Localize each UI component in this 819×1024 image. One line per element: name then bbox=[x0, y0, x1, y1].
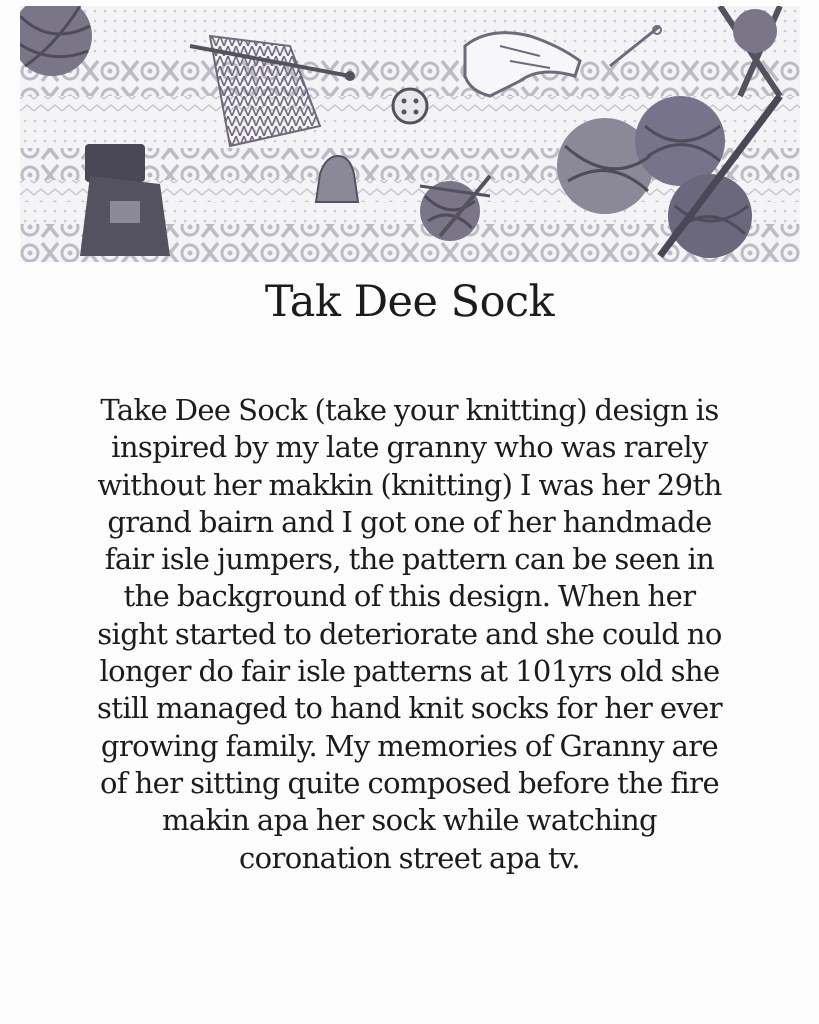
description-line: without her makkin (knitting) I was her 29th bbox=[97, 467, 722, 502]
description-line: inspired by my late granny who was rarely bbox=[111, 430, 708, 465]
description-line: makin apa her sock while watching bbox=[161, 803, 658, 838]
description-line: fair isle jumpers, the pattern can be seen in bbox=[104, 542, 715, 577]
description-line: grand bairn and I got one of her handmade bbox=[107, 504, 712, 539]
design-description bbox=[24, 392, 795, 877]
description-line: growing family. My memories of Granny are bbox=[100, 728, 719, 763]
page-title: Tak Dee Sock bbox=[264, 277, 555, 327]
button-icon bbox=[393, 89, 427, 123]
description-line: still managed to hand knit socks for her ever bbox=[96, 691, 723, 726]
description-line: of her sitting quite composed before the fire bbox=[99, 765, 720, 800]
description-line: coronation street apa tv. bbox=[238, 840, 581, 875]
fair-isle-banner bbox=[20, 6, 800, 262]
description-line: Take Dee Sock (take your knitting) design is bbox=[100, 393, 719, 427]
description-line: the background of this design. When her bbox=[123, 579, 696, 614]
banner-illustration bbox=[20, 6, 800, 262]
description-line: longer do fair isle patterns at 101yrs old she bbox=[99, 654, 720, 689]
description-line: sight started to deteriorate and she could no bbox=[97, 616, 722, 651]
